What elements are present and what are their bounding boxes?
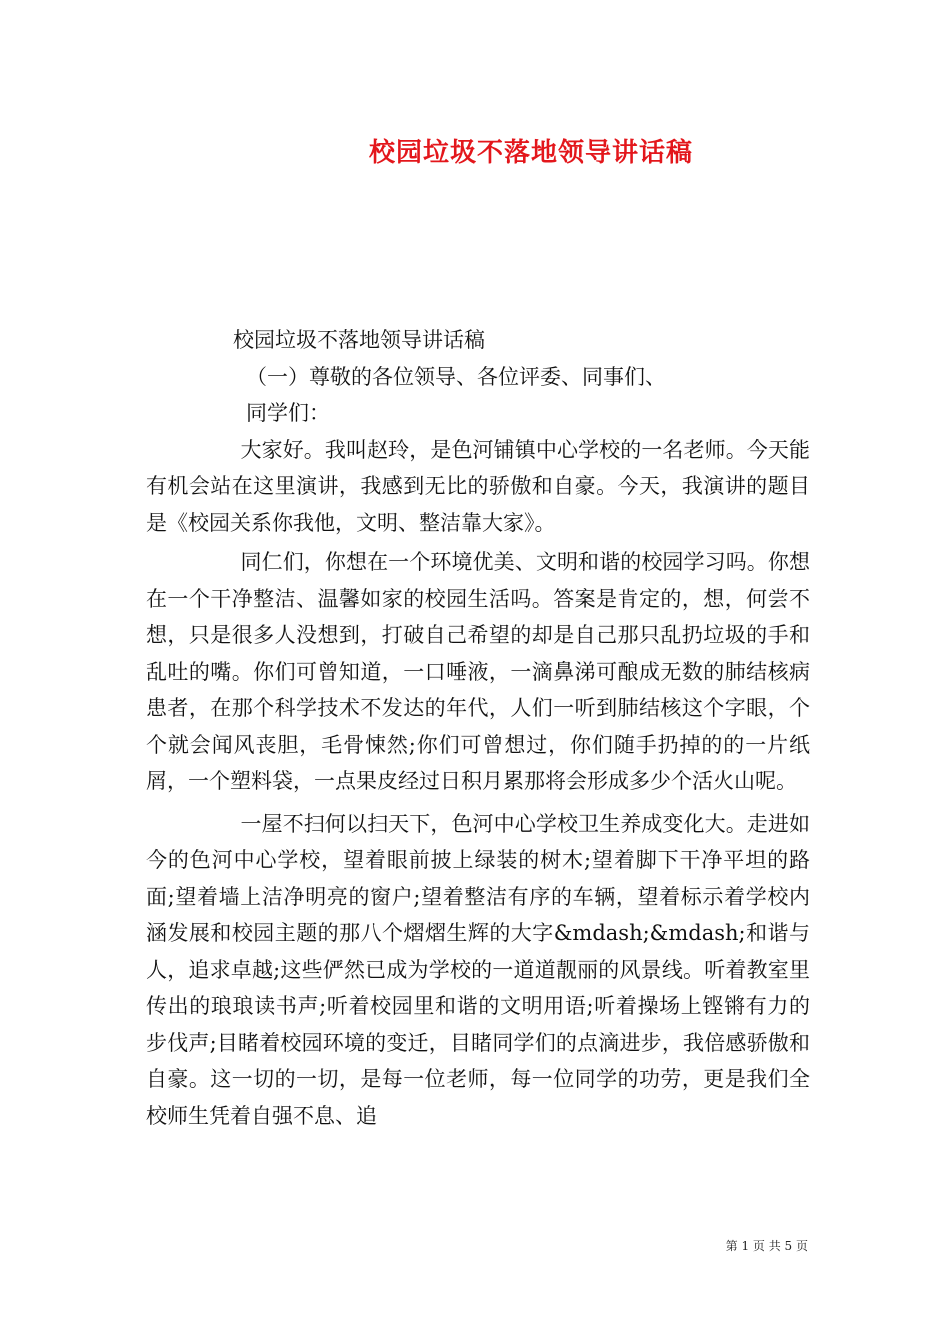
paragraph-1: 大家好。我叫赵玲，是色河铺镇中心学校的一名老师。今天能有机会站在这里演讲，我感到无比的骄傲和自豪。今天，我演讲的题目是《校园关系你我他，文明、整洁靠大家》。: [146, 437, 810, 535]
salutation-line-2: 同学们：: [246, 401, 330, 425]
document-title: 校园垃圾不落地领导讲话稿: [368, 138, 693, 168]
paragraph-2: 同仁们，你想在一个环境优美、文明和谐的校园学习吗。你想在一个干净整洁、温馨如家的校园生活吗。答案是肯定的，想，何尝不想，只是很多人没想到，打破自己希望的却是自己那只乱扔垃圾的手和乱吐的嘴。你们可曾知道，一口唾液，一滴鼻涕可酿成无数的肺结核病患者，在那个科学技术不发达的年代，人们一听到肺结核这个字眼，个个就会闻风丧胆，毛骨悚然;你们可曾想过，你们随手扔掉的的一片纸屑，一个塑料袋，一点果皮经过日积月累那将会形成多少个活火山呢。: [146, 550, 810, 793]
body-heading: 校园垃圾不落地领导讲话稿: [233, 328, 485, 352]
paragraph-3: 一屋不扫何以扫天下，色河中心学校卫生养成变化大。走进如今的色河中心学校，望着眼前披上绿装的树木;望着脚下干净平坦的路面;望着墙上洁净明亮的窗户;望着整洁有序的车辆，望着标示着学校内涵发展和校园主题的那八个熠熠生辉的大字&mdash;&mdash;和谐与人，追求卓越;这些俨然已成为学校的一道道靓丽的风景线。听着教室里传出的琅琅读书声;听着校园里和谐的文明用语;听着操场上铿锵有力的步伐声;目睹着校园环境的变迁，目睹同学们的点滴进步，我倍感骄傲和自豪。这一切的一切，是每一位老师，每一位同学的功劳，更是我们全校师生凭着自强不息、追: [146, 811, 810, 1128]
salutation-line-1: （一）尊敬的各位领导、各位评委、同事们、: [246, 364, 666, 389]
document-body: [146, 322, 810, 1134]
page-number: 第 1 页 共 5 页: [725, 1239, 808, 1253]
